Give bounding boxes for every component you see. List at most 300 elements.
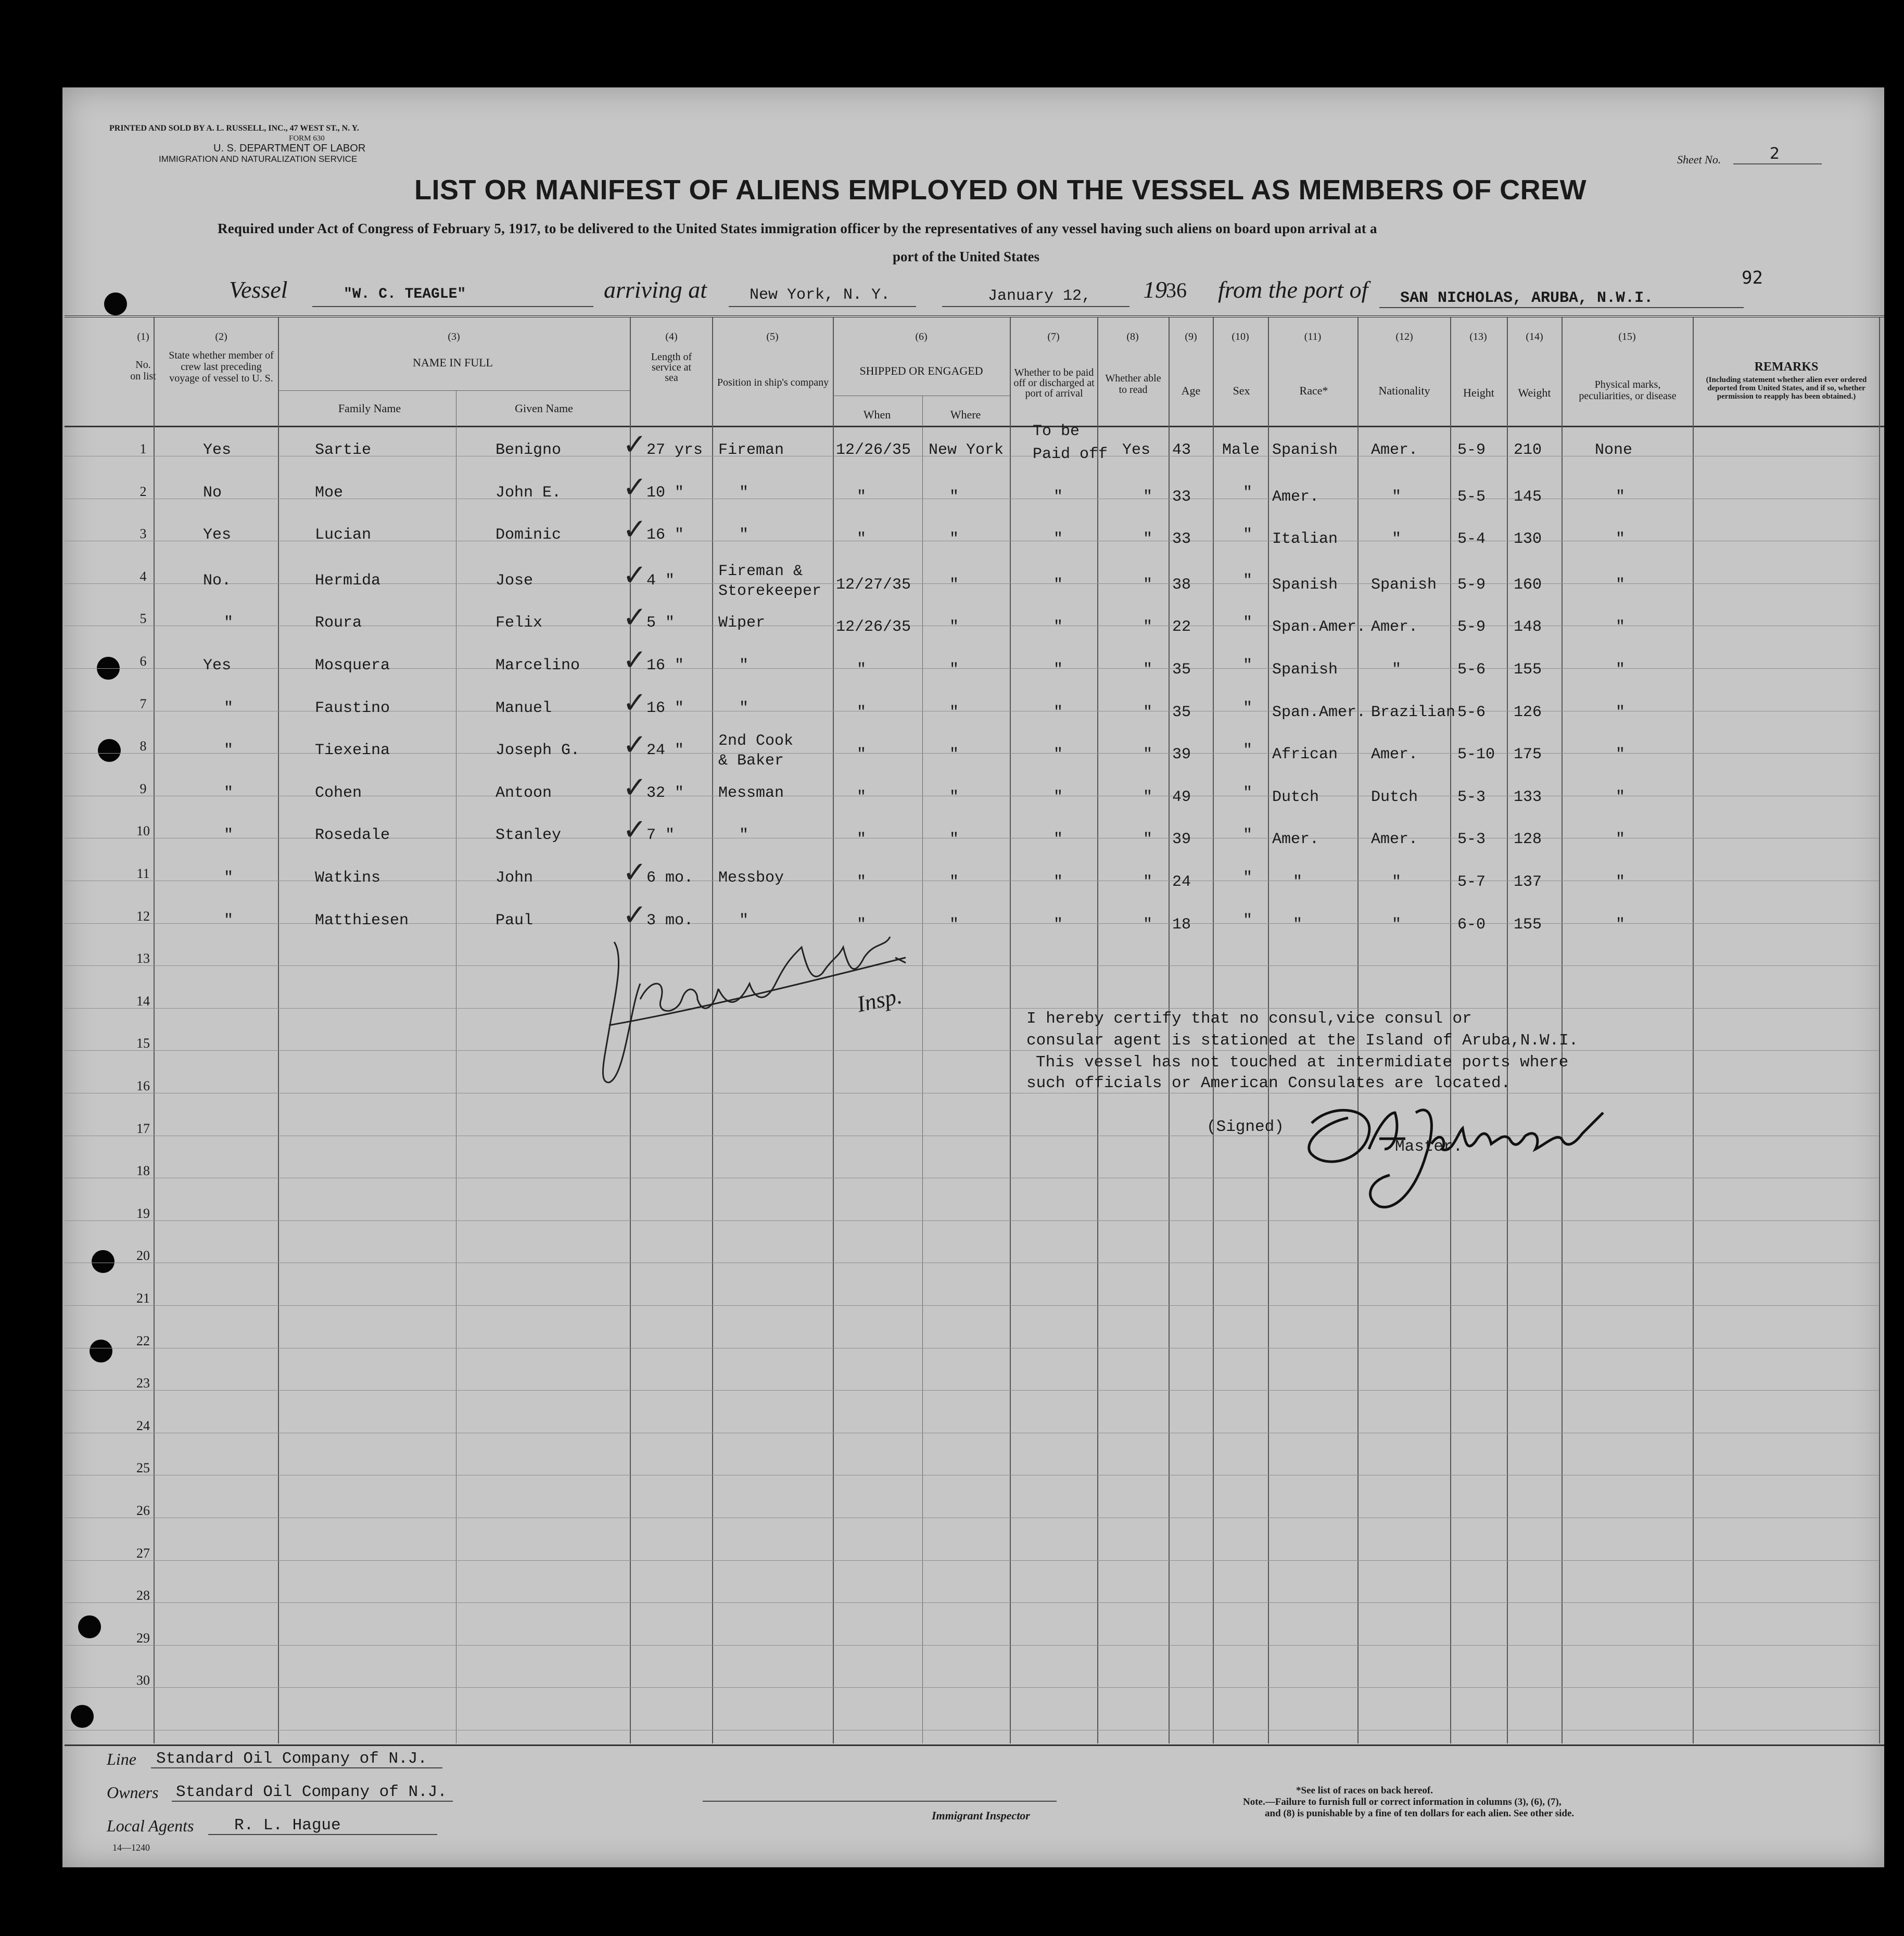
age-cell: 24 — [1172, 873, 1191, 891]
family-name-cell: Moe — [315, 483, 344, 502]
race-cell: Amer. — [1272, 488, 1319, 506]
row-number: 3 — [139, 526, 147, 542]
col-11-header: Race* — [1299, 384, 1328, 397]
family-name-cell: Matthiesen — [315, 911, 409, 929]
col-16-subheader: (Including statement whether alien ever ordered deported from United States, and if so, whether permission to reapply has been obtained.) — [1706, 376, 1867, 401]
col-5-header: Position in ship's company — [717, 377, 829, 388]
physical-marks-cell: " — [1616, 661, 1626, 679]
row-number: 15 — [136, 1036, 150, 1051]
previous-voyage-cell: " — [224, 699, 234, 717]
position-cell-line-2: & Baker — [718, 752, 784, 770]
col-10-number: (10) — [1232, 331, 1249, 342]
row-number: 17 — [136, 1120, 150, 1136]
from-label: from the port of — [1218, 276, 1368, 303]
sex-cell: " — [1243, 826, 1253, 845]
penalty-note-1: Note.—Failure to furnish full or correct information in columns (3), (6), (7), — [1243, 1797, 1562, 1807]
nationality-cell: Amer. — [1371, 618, 1418, 636]
nationality-cell: Dutch — [1371, 788, 1418, 806]
previous-voyage-cell: " — [224, 742, 234, 760]
paid-off-cell: " — [1053, 915, 1063, 934]
race-cell: Italian — [1272, 530, 1338, 549]
age-cell: 22 — [1172, 618, 1191, 636]
service-length-cell: 16 " — [646, 526, 684, 544]
nationality-cell: Brazilian — [1371, 703, 1456, 721]
service-length-cell: 27 yrs — [646, 441, 703, 459]
position-cell: " — [739, 526, 749, 544]
paid-off-cell: " — [1053, 618, 1063, 636]
sex-cell: " — [1243, 614, 1253, 632]
col-6-header: SHIPPED OR ENGAGED — [859, 364, 983, 377]
races-note: *See list of races on back hereof. — [1296, 1785, 1433, 1796]
col-15-header: Physical marks, peculiarities, or disease — [1579, 379, 1677, 402]
col-13-number: (13) — [1469, 331, 1487, 342]
sex-cell: " — [1243, 742, 1253, 760]
family-name-cell: Faustino — [315, 699, 390, 717]
previous-voyage-cell: Yes — [203, 441, 232, 459]
row-number: 28 — [136, 1588, 150, 1603]
previous-voyage-cell: Yes — [203, 526, 232, 544]
certification-line-4: such officials or American Consulates are located. — [1026, 1074, 1511, 1092]
service-length-cell: 24 " — [646, 742, 684, 760]
given-name-cell: Jose — [496, 571, 534, 590]
row-number: 6 — [139, 654, 147, 669]
family-name-cell: Roura — [315, 614, 362, 632]
physical-marks-cell: " — [1616, 831, 1626, 849]
physical-marks-cell: " — [1616, 618, 1626, 636]
given-name-cell: Antoon — [496, 784, 552, 802]
shipped-when-cell: " — [857, 661, 867, 679]
shipped-where-cell: " — [949, 530, 959, 549]
shipped-where-cell: " — [949, 703, 959, 721]
race-cell: Span.Amer. — [1272, 703, 1366, 721]
col-12-number: (12) — [1395, 331, 1413, 342]
arriving-port: New York, N. Y. — [750, 286, 891, 304]
row-number: 19 — [136, 1205, 150, 1221]
race-cell: " — [1293, 915, 1303, 934]
paid-off-cell: " — [1053, 703, 1063, 721]
nationality-cell: " — [1392, 661, 1402, 679]
sex-cell: " — [1243, 699, 1253, 717]
race-cell: Spanish — [1272, 576, 1338, 594]
check-mark-icon: ✓ — [623, 728, 647, 762]
check-mark-icon: ✓ — [623, 898, 647, 932]
race-cell: Span.Amer. — [1272, 618, 1366, 636]
nationality-cell: " — [1392, 915, 1402, 934]
inspector-signature — [593, 926, 947, 1098]
col-10-header: Sex — [1233, 384, 1250, 397]
col-3a-header: Family Name — [338, 402, 401, 415]
punch-hole — [90, 1340, 112, 1362]
paid-off-cell: " — [1053, 576, 1063, 594]
physical-marks-cell: " — [1616, 530, 1626, 549]
weight-cell: 155 — [1514, 915, 1542, 934]
race-cell: " — [1293, 873, 1303, 891]
row-number: 7 — [139, 696, 147, 711]
previous-voyage-cell: " — [224, 826, 234, 845]
sex-cell: " — [1243, 869, 1253, 887]
sheet-number: 2 — [1770, 145, 1780, 163]
col-1-number: (1) — [137, 331, 149, 342]
shipped-where-cell: " — [949, 746, 959, 764]
col-6a-header: When — [863, 408, 891, 421]
form-number: FORM 630 — [289, 134, 325, 143]
age-cell: 18 — [1172, 915, 1191, 934]
row-number: 29 — [136, 1630, 150, 1646]
page-title: LIST OR MANIFEST OF ALIENS EMPLOYED ON THE VESSEL AS MEMBERS OF CREW — [414, 174, 1587, 206]
family-name-cell: Sartie — [315, 441, 372, 459]
col-6b-header: Where — [950, 408, 981, 421]
given-name-cell: Benigno — [496, 441, 562, 459]
col-15-number: (15) — [1618, 331, 1636, 342]
physical-marks-cell: " — [1616, 488, 1626, 506]
check-mark-icon: ✓ — [623, 643, 647, 677]
weight-cell: 155 — [1514, 661, 1542, 679]
height-cell: 5-9 — [1457, 441, 1486, 459]
weight-cell: 128 — [1514, 831, 1542, 849]
shipped-when-cell: 12/27/35 — [836, 576, 911, 594]
col-14-header: Weight — [1518, 386, 1551, 399]
shipped-where-cell: " — [949, 618, 959, 636]
col-16-header: REMARKS — [1754, 360, 1819, 374]
shipped-when-cell: " — [857, 530, 867, 549]
age-cell: 33 — [1172, 530, 1191, 549]
row-number: 30 — [136, 1673, 150, 1688]
col-9-number: (9) — [1185, 331, 1197, 342]
previous-voyage-cell: No — [203, 483, 222, 502]
family-name-cell: Cohen — [315, 784, 362, 802]
age-cell: 35 — [1172, 661, 1191, 679]
sex-cell: " — [1243, 911, 1253, 929]
shipped-when-cell: 12/26/35 — [836, 441, 911, 459]
previous-voyage-cell: No. — [203, 571, 232, 590]
row-number: 8 — [139, 738, 147, 754]
position-cell: " — [739, 483, 749, 502]
position-cell: " — [739, 911, 749, 929]
physical-marks-cell: " — [1616, 703, 1626, 721]
shipped-when-cell: " — [857, 831, 867, 849]
previous-voyage-cell: " — [224, 911, 234, 929]
check-mark-icon: ✓ — [623, 856, 647, 889]
shipped-where-cell: " — [949, 873, 959, 891]
punch-hole — [78, 1615, 101, 1638]
nationality-cell: Amer. — [1371, 746, 1418, 764]
punch-hole — [71, 1705, 94, 1728]
shipped-when-cell: " — [857, 488, 867, 506]
weight-cell: 130 — [1514, 530, 1542, 549]
position-cell: Messboy — [718, 869, 784, 887]
paid-off-cell: " — [1053, 788, 1063, 806]
col-12-header: Nationality — [1378, 384, 1430, 397]
previous-voyage-cell: " — [224, 614, 234, 632]
col-4-header: Length of service at sea — [651, 351, 692, 384]
position-cell: 2nd Cook — [718, 732, 794, 750]
col-13-header: Height — [1463, 386, 1494, 399]
service-length-cell: 32 " — [646, 784, 684, 802]
row-number: 10 — [136, 823, 150, 839]
row-number: 23 — [136, 1375, 150, 1391]
race-cell: Dutch — [1272, 788, 1319, 806]
family-name-cell: Tiexeina — [315, 742, 390, 760]
weight-cell: 210 — [1514, 441, 1542, 459]
shipped-when-cell: " — [857, 746, 867, 764]
punch-hole — [104, 292, 127, 315]
physical-marks-cell: None — [1595, 441, 1633, 459]
family-name-cell: Rosedale — [315, 826, 390, 845]
position-cell: " — [739, 699, 749, 717]
physical-marks-cell: " — [1616, 746, 1626, 764]
sex-cell: " — [1243, 657, 1253, 674]
col-3-header: NAME IN FULL — [413, 356, 493, 369]
row-number: 13 — [136, 951, 150, 966]
height-cell: 5-10 — [1457, 746, 1495, 764]
service-length-cell: 16 " — [646, 657, 684, 674]
line-value: Standard Oil Company of N.J. — [156, 1750, 427, 1768]
given-name-cell: John — [496, 869, 534, 887]
check-mark-icon: ✓ — [623, 470, 647, 504]
paid-off-cell: " — [1053, 661, 1063, 679]
weight-cell: 137 — [1514, 873, 1542, 891]
age-cell: 39 — [1172, 746, 1191, 764]
signed-label: (Signed) — [1207, 1118, 1284, 1136]
inspector-title: Insp. — [854, 983, 904, 1017]
previous-voyage-cell: " — [224, 784, 234, 802]
row-number: 25 — [136, 1460, 150, 1476]
sheet-label: Sheet No. — [1677, 153, 1721, 166]
vessel-label: Vessel — [229, 276, 288, 303]
height-cell: 5-9 — [1457, 618, 1486, 636]
position-cell: Wiper — [718, 614, 766, 632]
given-name-cell: Marcelino — [496, 657, 580, 674]
from-port: SAN NICHOLAS, ARUBA, N.W.I. — [1400, 289, 1654, 307]
given-name-cell: Manuel — [496, 699, 552, 717]
sex-cell: " — [1243, 526, 1253, 544]
col-8-header: Whether able to read — [1105, 373, 1161, 396]
able-to-read-cell: " — [1143, 831, 1153, 849]
shipped-where-cell: New York — [929, 441, 1004, 459]
nationality-cell: " — [1392, 488, 1402, 506]
age-cell: 33 — [1172, 488, 1191, 506]
nationality-cell: Spanish — [1371, 576, 1437, 594]
check-mark-icon: ✓ — [623, 813, 647, 847]
col-7-number: (7) — [1047, 331, 1060, 342]
height-cell: 5-7 — [1457, 873, 1486, 891]
shipped-where-cell: " — [949, 915, 959, 934]
nationality-cell: Amer. — [1371, 831, 1418, 849]
height-cell: 5-3 — [1457, 831, 1486, 849]
sex-cell: " — [1243, 571, 1253, 590]
weight-cell: 145 — [1514, 488, 1542, 506]
age-cell: 38 — [1172, 576, 1191, 594]
position-cell: " — [739, 657, 749, 674]
owners-value: Standard Oil Company of N.J. — [176, 1783, 447, 1801]
row-number: 5 — [139, 611, 147, 627]
row-number: 4 — [139, 568, 147, 584]
weight-cell: 126 — [1514, 703, 1542, 721]
service-length-cell: 7 " — [646, 826, 675, 845]
service-name: IMMIGRATION AND NATURALIZATION SERVICE — [159, 154, 358, 164]
page-mark: 92 — [1742, 268, 1763, 288]
col-11-number: (11) — [1304, 331, 1322, 342]
check-mark-icon: ✓ — [623, 428, 647, 462]
arriving-label: arriving at — [604, 276, 707, 303]
col-8-number: (8) — [1126, 331, 1139, 342]
sex-cell: " — [1243, 483, 1253, 502]
col-3b-header: Given Name — [515, 402, 573, 415]
physical-marks-cell: " — [1616, 576, 1626, 594]
sex-cell: Male — [1222, 441, 1260, 459]
penalty-note-2: and (8) is punishable by a fine of ten dollars for each alien. See other side. — [1265, 1808, 1575, 1819]
col-2-header: State whether member of crew last preceding voyage of vessel to U. S. — [169, 350, 274, 384]
given-name-cell: Paul — [496, 911, 534, 929]
sex-cell: " — [1243, 784, 1253, 802]
age-cell: 43 — [1172, 441, 1191, 459]
paid-off-cell: " — [1053, 873, 1063, 891]
inspector-label: Immigrant Inspector — [932, 1809, 1030, 1822]
height-cell: 5-3 — [1457, 788, 1486, 806]
given-name-cell: Dominic — [496, 526, 562, 544]
service-length-cell: 4 " — [646, 571, 675, 590]
row-number: 1 — [139, 441, 147, 456]
col-5-number: (5) — [766, 331, 779, 342]
certification-line-3: This vessel has not touched at intermidiate ports where — [1036, 1053, 1569, 1072]
race-cell: Spanish — [1272, 441, 1338, 459]
col-14-number: (14) — [1526, 331, 1543, 342]
subtitle-line-2: port of the United States — [893, 249, 1039, 264]
col-4-number: (4) — [665, 331, 678, 342]
printer-line: PRINTED AND SOLD BY A. L. RUSSELL, INC., 47 WEST ST., N. Y. — [109, 124, 359, 133]
row-number: 24 — [136, 1418, 150, 1433]
position-cell: Fireman — [718, 441, 784, 459]
row-number: 2 — [139, 483, 147, 499]
agents-value: R. L. Hague — [234, 1816, 341, 1835]
age-cell: 49 — [1172, 788, 1191, 806]
row-number: 22 — [136, 1333, 150, 1348]
subtitle-line-1: Required under Act of Congress of February 5, 1917, to be delivered to the United States immigration officer by the representatives of any vessel having such aliens on board upon arrival at a — [218, 221, 1377, 236]
paid-off-cell: To be — [1033, 423, 1080, 440]
certification-line-2: consular agent is stationed at the Island of Aruba,N.W.I. — [1026, 1031, 1579, 1050]
vessel-name: "W. C. TEAGLE" — [344, 286, 466, 302]
shipped-where-cell: " — [949, 661, 959, 679]
form-code: 14—1240 — [112, 1842, 150, 1853]
physical-marks-cell: " — [1616, 915, 1626, 934]
row-number: 12 — [136, 908, 150, 924]
shipped-when-cell: 12/26/35 — [836, 618, 911, 636]
height-cell: 5-6 — [1457, 703, 1486, 721]
weight-cell: 160 — [1514, 576, 1542, 594]
shipped-when-cell: " — [857, 915, 867, 934]
able-to-read-cell: " — [1143, 661, 1153, 679]
family-name-cell: Watkins — [315, 869, 381, 887]
shipped-when-cell: " — [857, 873, 867, 891]
age-cell: 39 — [1172, 831, 1191, 849]
line-label: Line — [107, 1750, 136, 1768]
shipped-when-cell: " — [857, 703, 867, 721]
year-suffix: 36 — [1166, 278, 1187, 302]
race-cell: African — [1272, 746, 1338, 764]
able-to-read-cell: " — [1143, 703, 1153, 721]
master-label: Master. — [1395, 1138, 1463, 1156]
height-cell: 5-4 — [1457, 530, 1486, 549]
given-name-cell: Joseph G. — [496, 742, 580, 760]
given-name-cell: Felix — [496, 614, 543, 632]
able-to-read-cell: " — [1143, 788, 1153, 806]
row-number: 14 — [136, 993, 150, 1009]
col-1-header: No. on list — [130, 359, 156, 382]
service-length-cell: 10 " — [646, 483, 684, 502]
arrival-date: January 12, — [988, 287, 1091, 305]
manifest-sheet — [62, 87, 1884, 1867]
family-name-cell: Hermida — [315, 571, 381, 590]
row-number: 9 — [139, 781, 147, 796]
row-number: 27 — [136, 1545, 150, 1561]
able-to-read-cell: " — [1143, 873, 1153, 891]
previous-voyage-cell: " — [224, 869, 234, 887]
paid-off-cell: " — [1053, 530, 1063, 549]
physical-marks-cell: " — [1616, 873, 1626, 891]
height-cell: 6-0 — [1457, 915, 1486, 934]
height-cell: 5-6 — [1457, 661, 1486, 679]
given-name-cell: Stanley — [496, 826, 562, 845]
service-length-cell: 5 " — [646, 614, 675, 632]
able-to-read-cell: Yes — [1122, 441, 1151, 459]
col-3-number: (3) — [448, 331, 460, 342]
previous-voyage-cell: Yes — [203, 657, 232, 674]
agents-label: Local Agents — [107, 1816, 194, 1835]
row-number: 16 — [136, 1078, 150, 1093]
paid-off-cell-line-2: Paid off — [1033, 445, 1108, 463]
height-cell: 5-5 — [1457, 488, 1486, 506]
col-2-number: (2) — [215, 331, 227, 342]
check-mark-icon: ✓ — [623, 685, 647, 720]
height-cell: 5-9 — [1457, 576, 1486, 594]
check-mark-icon: ✓ — [623, 601, 647, 635]
shipped-where-cell: " — [949, 788, 959, 806]
col-6-number: (6) — [915, 331, 928, 342]
service-length-cell: 3 mo. — [646, 911, 694, 929]
row-number: 21 — [136, 1291, 150, 1306]
family-name-cell: Lucian — [315, 526, 372, 544]
position-cell: Messman — [718, 784, 784, 802]
able-to-read-cell: " — [1143, 530, 1153, 549]
service-length-cell: 6 mo. — [646, 869, 694, 887]
check-mark-icon: ✓ — [623, 513, 647, 547]
family-name-cell: Mosquera — [315, 657, 390, 674]
paid-off-cell: " — [1053, 488, 1063, 506]
given-name-cell: John E. — [496, 483, 562, 502]
row-number: 26 — [136, 1503, 150, 1518]
race-cell: Spanish — [1272, 661, 1338, 679]
position-cell-line-2: Storekeeper — [718, 582, 822, 600]
service-length-cell: 16 " — [646, 699, 684, 717]
weight-cell: 148 — [1514, 618, 1542, 636]
punch-hole — [98, 739, 121, 762]
able-to-read-cell: " — [1143, 576, 1153, 594]
position-cell: Fireman & — [718, 562, 803, 580]
able-to-read-cell: " — [1143, 915, 1153, 934]
nationality-cell: " — [1392, 873, 1402, 891]
paid-off-cell: " — [1053, 831, 1063, 849]
check-mark-icon: ✓ — [623, 558, 647, 592]
department-name: U. S. DEPARTMENT OF LABOR — [213, 143, 366, 154]
year-prefix: 19 — [1143, 276, 1167, 303]
nationality-cell: Amer. — [1371, 441, 1418, 459]
row-number: 11 — [136, 866, 150, 881]
certification-line-1: I hereby certify that no consul,vice consul or — [1026, 1010, 1472, 1028]
col-9-header: Age — [1181, 384, 1201, 397]
owners-label: Owners — [107, 1783, 159, 1802]
weight-cell: 175 — [1514, 746, 1542, 764]
col-7-header: Whether to be paid off or discharged at port of arrival — [1013, 367, 1095, 399]
